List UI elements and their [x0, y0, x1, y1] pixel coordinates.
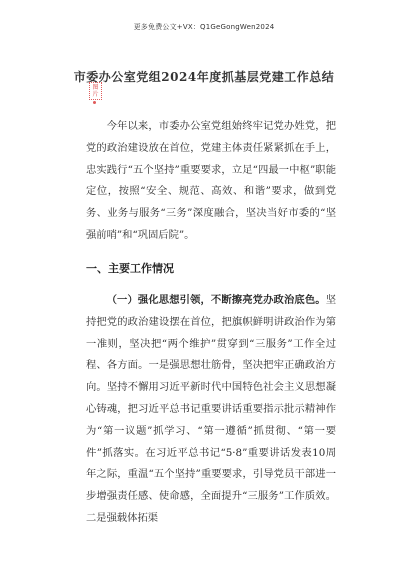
image-placeholder-icon: 图片: [89, 82, 102, 100]
subsection-paragraph: [86, 290, 336, 530]
section-heading: 一、主要工作情况: [86, 262, 174, 275]
intro-paragraph: 今年以来，市委办公室党组始终牢记党办姓党，把党的政治建设放在首位，党建主体责任紧紧抓在手上，忠实践行“五个坚持”重要要求，立足“四最一中枢”职能定位，按照“安全、规范、高效、和谐”要求，做到党务、业务与服务“三务”深度融合，坚决当好市委的“坚强前哨”和“巩固后院”。: [86, 120, 336, 241]
subsection-lead: （一）强化思想引领，不断擦亮党办政治底色。: [106, 294, 326, 306]
promo-banner: 更多免费公文+VX：Q1GeGongWen2024: [133, 23, 275, 31]
subsection-body: 坚持把党的政治建设摆在首位，把旗帜鲜明讲政治作为第一准则，坚决把“两个维护”贯穿到“三服务”工作全过程、各方面。一是强思想壮筋骨，坚决把牢正确政治方向。坚持不懈用习近平新时代中国特色社会主义思想凝心铸魂，把习近平总书记重要讲话重要指示批示精神作为“第一议题”抓学习、“第一遵循”抓贯彻、“第一要件”抓落实。在习近平总书记“5·8”重要讲话发表10周年之际，重温“五个坚持”重要要求，引导党员干部进一步增强责任感、使命感，全面提升“三服务”工作质效。二是强载体拓渠: [86, 294, 336, 524]
document-title: 市委办公室党组2024年度抓基层党建工作总结: [73, 70, 335, 84]
image-anchor-dot: [93, 101, 96, 104]
